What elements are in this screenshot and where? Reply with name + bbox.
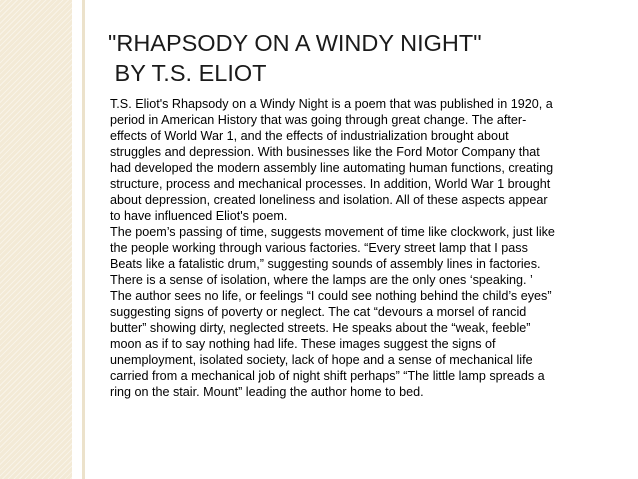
body-line: struggles and depression. With businesses like the Ford Motor Company that (110, 145, 540, 159)
body-line: ring on the stair. Mount” leading the author home to bed. (110, 385, 424, 399)
body-line: T.S. Eliot's Rhapsody on a Windy Night is a poem that was published in 1920, a (110, 97, 553, 111)
title-line-1: "RHAPSODY ON A WINDY NIGHT" (108, 30, 482, 56)
body-line: had developed the modern assembly line automating human functions, creating (110, 161, 554, 175)
body-line: butter” showing dirty, neglected streets. He speaks about the “weak, feeble” (110, 321, 531, 335)
body-line: moon as if to say nothing had life. These images suggest the signs of (110, 337, 496, 351)
body-line: The author sees no life, or feelings “I could see nothing behind the child’s eyes” (110, 289, 552, 303)
body-line: structure, process and mechanical processes. In addition, World War 1 brought (110, 177, 551, 191)
body-line: The poem’s passing of time, suggests movement of time like clockwork, just like (110, 225, 555, 239)
body-line: effects of World War 1, and the effects of industrialization brought about (110, 129, 509, 143)
body-line: period in American History that was going through great change. The after- (110, 113, 527, 127)
body-line: unemployment, isolated society, lack of hope and a sense of mechanical life (110, 353, 533, 367)
body-line: carried from a mechanical job of night shift perhaps” “The little lamp spreads a (110, 369, 545, 383)
decorative-side-line (82, 0, 85, 479)
body-text (110, 96, 630, 400)
body-line: about depression, created loneliness and isolation. All of these aspects appear (110, 193, 548, 207)
title-line-2: BY T.S. ELIOT (108, 60, 267, 86)
slide-title (108, 28, 482, 88)
body-line: Beats like a fatalistic drum,” suggesting sounds of assembly lines in factories. (110, 257, 541, 271)
body-line: the people working through various factories. “Every street lamp that I pass (110, 241, 528, 255)
body-line: There is a sense of isolation, where the lamps are the only ones ‘speaking. ’ (110, 273, 533, 287)
decorative-side-band (0, 0, 72, 479)
body-line: suggesting signs of poverty or neglect. The cat “devours a morsel of rancid (110, 305, 527, 319)
body-line: to have influenced Eliot's poem. (110, 209, 288, 223)
